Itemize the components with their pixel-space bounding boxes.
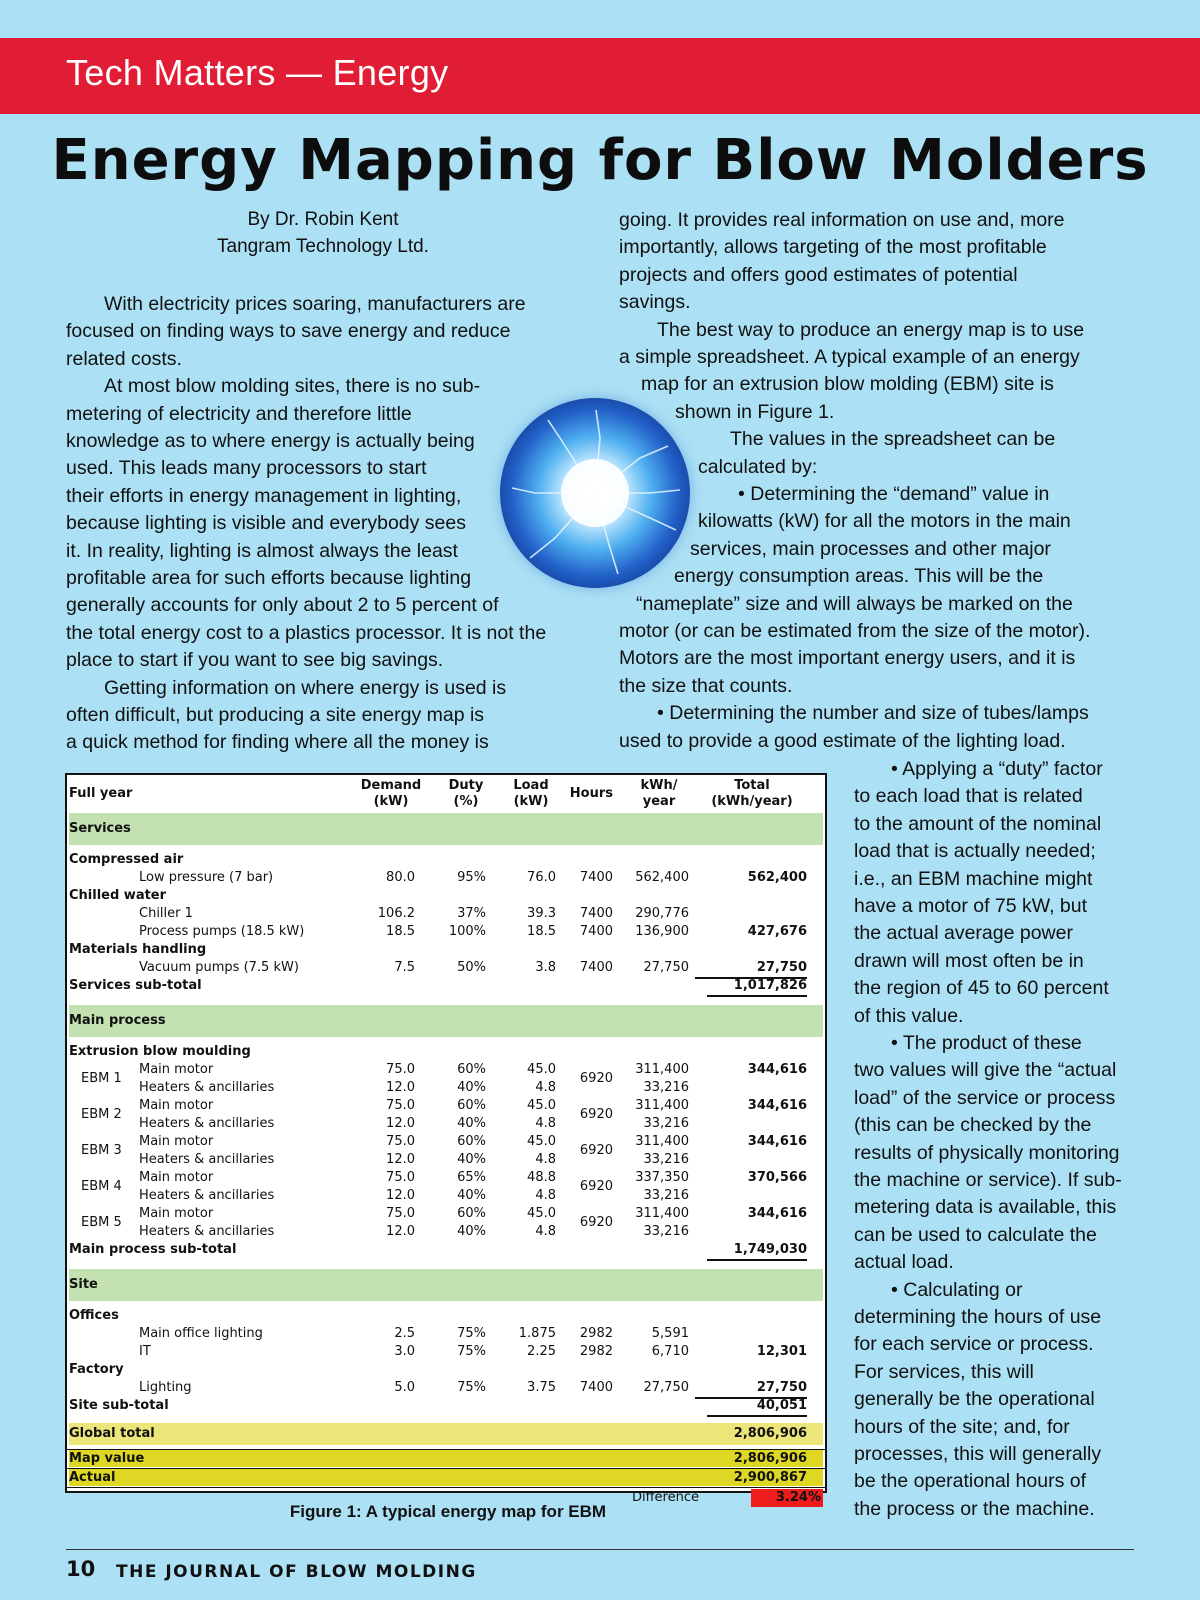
machine-label: EBM 4 [81,1179,122,1194]
load-cell: 45.0 [527,1206,556,1221]
narrow-col-line: drawn will most often be in [854,949,1084,972]
machine-label: EBM 3 [81,1143,122,1158]
load-cell: 45.0 [527,1134,556,1149]
machine-label: EBM 2 [81,1107,122,1122]
difference-cell: 3.24% [775,1490,821,1505]
demand-cell: 75.0 [386,1134,415,1149]
duty-cell: 40% [457,1188,486,1203]
group-label: Offices [69,1308,119,1323]
load-cell: 4.8 [535,1152,556,1167]
narrow-col-line: of this value. [854,1004,964,1027]
left-col-line: metering of electricity and therefore little [66,402,412,425]
load-cell: 4.8 [535,1080,556,1095]
hours-cell: 2982 [579,1344,613,1359]
duty-cell: 60% [457,1206,486,1221]
left-col-line: With electricity prices soaring, manufacturers are [104,293,526,315]
total-cell: 12,301 [756,1344,807,1359]
load-cell: 3.8 [535,960,556,975]
load-cell: 3.75 [527,1380,556,1395]
total-cell: 370,566 [747,1170,807,1185]
header-label: Full year [69,786,133,801]
narrow-col-line: determining the hours of use [854,1306,1102,1328]
left-col-line: their efforts in energy management in lighting, [66,484,462,507]
item-label: Main motor [139,1134,214,1149]
table-row [67,959,825,977]
right-col-line: savings. [619,291,691,314]
narrow-col-line: For services, this will [854,1360,1034,1383]
duty-cell: 40% [457,1116,486,1131]
kwh-cell: 337,350 [635,1170,689,1185]
load-cell: 45.0 [527,1062,556,1077]
section-label: Site [69,1277,98,1292]
header-kwh-unit: year [642,794,676,809]
figure-caption: Figure 1: A typical energy map for EBM [289,1502,607,1521]
group-row [67,887,825,905]
hours-cell: 7400 [579,960,613,975]
right-col-line: The values in the spreadsheet can be [730,428,1056,451]
subtotal-label: Main process sub-total [69,1242,237,1257]
demand-cell: 75.0 [386,1170,415,1185]
hours-cell: 7400 [579,906,613,921]
kwh-cell: 311,400 [635,1098,689,1113]
demand-cell: 3.0 [394,1344,415,1359]
section-label: Services [69,821,131,836]
kwh-cell: 27,750 [643,1380,689,1395]
map-total-cell: 2,900,867 [733,1470,807,1485]
item-label: Heaters & ancillaries [139,1224,275,1239]
right-col-line: Motors are the most important energy users, and it is [619,647,1076,670]
kwh-cell: 33,216 [643,1188,689,1203]
kwh-cell: 33,216 [643,1152,689,1167]
header-load-unit: (kW) [513,794,549,809]
header-duty: Duty [448,778,484,793]
duty-cell: 75% [457,1380,486,1395]
energy-orb-icon [500,398,690,588]
map-row [67,1449,825,1469]
demand-cell: 12.0 [386,1116,415,1131]
group-row [67,941,825,959]
narrow-col-line: two values will give the “actual [854,1059,1117,1082]
right-col-line: motor (or can be estimated from the size of the motor). [619,620,1091,642]
machine-label: EBM 5 [81,1215,122,1230]
group-label: Extrusion blow moulding [69,1044,251,1059]
header-hours: Hours [569,786,613,801]
section-row [67,1276,825,1294]
narrow-col-line: the process or the machine. [854,1497,1095,1520]
left-col-line: focused on finding ways to save energy and reduce [66,320,511,343]
header-duty-unit: (%) [453,794,479,809]
load-cell: 1.875 [518,1326,556,1341]
map-label: Actual [69,1470,116,1485]
item-label: Heaters & ancillaries [139,1188,275,1203]
narrow-col-line: can be used to calculate the [854,1223,1097,1246]
narrow-col-line: for each service or process. [854,1333,1094,1356]
machine-label: EBM 1 [81,1071,122,1086]
table-row [67,1325,825,1343]
total-cell: 27,750 [695,959,807,979]
duty-cell: 75% [457,1326,486,1341]
demand-cell: 18.5 [386,924,415,939]
hours-cell: 2982 [579,1326,613,1341]
right-col-line: map for an extrusion blow molding (EBM) site is [641,373,1054,396]
right-col-line: going. It provides real information on use and, more [619,209,1065,231]
group-label: Chilled water [69,888,167,903]
item-label: Heaters & ancillaries [139,1116,275,1131]
narrow-col-line: i.e., an EBM machine might [854,867,1093,890]
left-col-line: a quick method for finding where all the money is [66,731,489,754]
duty-cell: 95% [457,870,486,885]
total-cell: 27,750 [695,1379,807,1399]
difference-label: Difference [631,1490,699,1505]
demand-cell: 5.0 [394,1380,415,1395]
header-demand-unit: (kW) [373,794,409,809]
kwh-cell: 33,216 [643,1080,689,1095]
group-label: Compressed air [69,852,184,867]
load-cell: 4.8 [535,1224,556,1239]
left-col-line: used. This leads many processors to start [66,457,427,480]
section-row [67,820,825,838]
duty-cell: 50% [457,960,486,975]
map-label: Map value [69,1451,145,1466]
hours-cell: 6920 [579,1143,613,1158]
load-cell: 4.8 [535,1188,556,1203]
total-cell: 427,676 [747,924,807,939]
narrow-col-line: results of physically monitoring [854,1141,1120,1164]
left-col-line: Getting information on where energy is used is [104,676,507,699]
duty-cell: 60% [457,1134,486,1149]
narrow-col-line: to each load that is related [854,785,1083,808]
subtotal-cell: 1,017,826 [707,977,807,997]
global-label: Global total [69,1426,155,1441]
narrow-col-line: actual load. [854,1251,954,1274]
map-row [67,1468,825,1488]
demand-cell: 75.0 [386,1062,415,1077]
group-row [67,1043,825,1061]
map-total-cell: 2,806,906 [733,1451,807,1466]
load-cell: 2.25 [527,1344,556,1359]
author: By Dr. Robin Kent [247,209,399,230]
kwh-cell: 311,400 [635,1062,689,1077]
item-label: Low pressure (7 bar) [139,870,274,885]
right-col-line: energy consumption areas. This will be the [674,565,1044,588]
machine-row [67,1106,825,1124]
section-label: Main process [69,1013,166,1028]
left-col-line: At most blow molding sites, there is no sub- [104,375,481,398]
narrow-col-line: hours of the site; and, for [854,1415,1070,1438]
right-col-line: • Determining the “demand” value in [738,483,1050,505]
load-cell: 76.0 [527,870,556,885]
machine-row [67,1178,825,1196]
total-cell: 344,616 [747,1206,807,1221]
right-col-line: “nameplate” size and will always be marked on the [636,592,1073,615]
hours-cell: 7400 [579,924,613,939]
narrow-col-line: load that is actually needed; [854,840,1096,863]
narrow-col-line: load” of the service or process [854,1086,1116,1109]
duty-cell: 100% [448,924,486,939]
kwh-cell: 311,400 [635,1134,689,1149]
duty-cell: 40% [457,1224,486,1239]
group-label: Factory [69,1362,124,1377]
item-label: Process pumps (18.5 kW) [139,924,305,939]
item-label: Chiller 1 [139,906,193,921]
narrow-col-line: • Calculating or [891,1278,1023,1301]
duty-cell: 40% [457,1080,486,1095]
demand-cell: 12.0 [386,1188,415,1203]
table-row [67,1343,825,1361]
right-col-line: projects and offers good estimates of potential [619,263,1018,286]
byline [66,206,580,260]
load-cell: 45.0 [527,1098,556,1113]
global-total-cell: 2,806,906 [733,1426,807,1441]
item-label: Heaters & ancillaries [139,1080,275,1095]
narrow-col-line: metering data is available, this [854,1196,1117,1219]
right-col-line: shown in Figure 1. [675,400,835,423]
table-row [67,869,825,887]
group-label: Materials handling [69,942,207,957]
left-col-line: place to start if you want to see big savings. [66,649,444,672]
narrow-col-line: the actual average power [854,922,1073,945]
kwh-cell: 136,900 [635,924,689,939]
narrow-col-line: have a motor of 75 kW, but [854,895,1088,917]
right-col-line: services, main processes and other major [690,537,1051,560]
demand-cell: 106.2 [377,906,415,921]
item-label: Main motor [139,1062,214,1077]
hours-cell: 6920 [579,1107,613,1122]
machine-row [67,1142,825,1160]
narrow-col-line: • The product of these [891,1032,1082,1054]
group-row [67,851,825,869]
narrow-col-line: the machine or service). If sub- [854,1169,1122,1191]
duty-cell: 40% [457,1152,486,1167]
section-row [67,1012,825,1030]
subtotal-label: Site sub-total [69,1398,169,1413]
right-col-line: used to provide a good estimate of the lighting load. [619,729,1066,752]
total-cell: 562,400 [747,870,807,885]
demand-cell: 7.5 [394,960,415,975]
kwh-cell: 562,400 [635,870,689,885]
energy-map-table [65,773,827,1505]
table-header-row [67,793,825,811]
right-col-line: a simple spreadsheet. A typical example of an energy [619,346,1080,368]
table-row [67,923,825,941]
header-kwh: kWh/ [640,778,678,793]
load-cell: 4.8 [535,1116,556,1131]
narrow-col-line: • Applying a “duty” factor [891,758,1103,780]
narrow-col-line: be the operational hours of [854,1470,1087,1493]
subtotal-row [67,1241,825,1259]
left-col-line: generally accounts for only about 2 to 5 percent of [66,594,499,617]
section-label: Tech Matters — Energy [66,52,449,93]
hours-cell: 6920 [579,1179,613,1194]
top-margin [0,0,1200,38]
load-cell: 48.8 [527,1170,556,1185]
narrow-col-line: processes, this will generally [854,1443,1102,1465]
article-title: Energy Mapping for Blow Molders [51,128,1149,193]
demand-cell: 12.0 [386,1080,415,1095]
right-col-line: calculated by: [698,455,818,478]
hours-cell: 7400 [579,1380,613,1395]
demand-cell: 2.5 [394,1326,415,1341]
page-number: 10 [66,1557,96,1581]
left-col-line: knowledge as to where energy is actually being [66,430,475,452]
subtotal-row [67,977,825,995]
subtotal-row [67,1397,825,1415]
demand-cell: 12.0 [386,1152,415,1167]
footer-rule [66,1549,1134,1550]
duty-cell: 60% [457,1062,486,1077]
header-demand: Demand [360,778,422,793]
right-col-line: • Determining the number and size of tubes/lamps [657,702,1089,725]
right-col-line: The best way to produce an energy map is to use [657,318,1085,341]
kwh-cell: 6,710 [651,1344,689,1359]
item-label: Main office lighting [139,1326,263,1341]
journal-name: THE JOURNAL OF BLOW MOLDING [116,1562,477,1582]
duty-cell: 37% [457,906,486,921]
narrow-col-line: to the amount of the nominal [854,812,1102,835]
kwh-cell: 33,216 [643,1224,689,1239]
right-col-line: importantly, allows targeting of the most profitable [619,236,1047,259]
global-row [67,1425,825,1443]
item-label: Lighting [139,1380,192,1395]
subtotal-label: Services sub-total [69,978,202,993]
duty-cell: 75% [457,1344,486,1359]
demand-cell: 80.0 [386,870,415,885]
header-total-unit: (kWh/year) [711,794,793,809]
company: Tangram Technology Ltd. [217,236,429,257]
duty-cell: 60% [457,1098,486,1113]
left-col-line: the total energy cost to a plastics processor. It is not the [66,621,547,644]
machine-row [67,1214,825,1232]
item-label: Vacuum pumps (7.5 kW) [139,960,299,975]
machine-row [67,1070,825,1088]
kwh-cell: 311,400 [635,1206,689,1221]
demand-cell: 75.0 [386,1206,415,1221]
total-cell: 344,616 [747,1062,807,1077]
left-col-line: it. In reality, lighting is almost always the least [66,539,458,562]
header-total: Total [734,778,770,793]
item-label: Main motor [139,1170,214,1185]
left-col-line: often difficult, but producing a site energy map is [66,704,485,726]
left-col-line: profitable area for such efforts because lighting [66,567,472,589]
kwh-cell: 27,750 [643,960,689,975]
narrow-col-line: generally be the operational [854,1388,1095,1411]
left-col-line: related costs. [66,347,182,370]
subtotal-cell: 40,051 [707,1397,807,1417]
kwh-cell: 33,216 [643,1116,689,1131]
left-col-line: because lighting is visible and everybody sees [66,512,466,535]
load-cell: 39.3 [527,906,556,921]
hours-cell: 7400 [579,870,613,885]
right-col-line: the size that counts. [619,674,793,697]
table-row [67,1379,825,1397]
group-row [67,1307,825,1325]
kwh-cell: 290,776 [635,906,689,921]
subtotal-cell: 1,749,030 [707,1241,807,1261]
narrow-col-line: (this can be checked by the [854,1114,1092,1137]
hours-cell: 6920 [579,1071,613,1086]
narrow-col-line: the region of 45 to 60 percent [854,977,1109,1000]
total-cell: 344,616 [747,1098,807,1113]
group-row [67,1361,825,1379]
item-label: Main motor [139,1206,214,1221]
kwh-cell: 5,591 [651,1326,689,1341]
demand-cell: 75.0 [386,1098,415,1113]
header-load: Load [513,778,549,793]
item-label: Main motor [139,1098,214,1113]
right-col-line: kilowatts (kW) for all the motors in the main [698,510,1071,533]
total-cell: 344,616 [747,1134,807,1149]
load-cell: 18.5 [527,924,556,939]
item-label: IT [139,1344,151,1359]
demand-cell: 12.0 [386,1224,415,1239]
hours-cell: 6920 [579,1215,613,1230]
item-label: Heaters & ancillaries [139,1152,275,1167]
duty-cell: 65% [457,1170,486,1185]
table-row [67,905,825,923]
